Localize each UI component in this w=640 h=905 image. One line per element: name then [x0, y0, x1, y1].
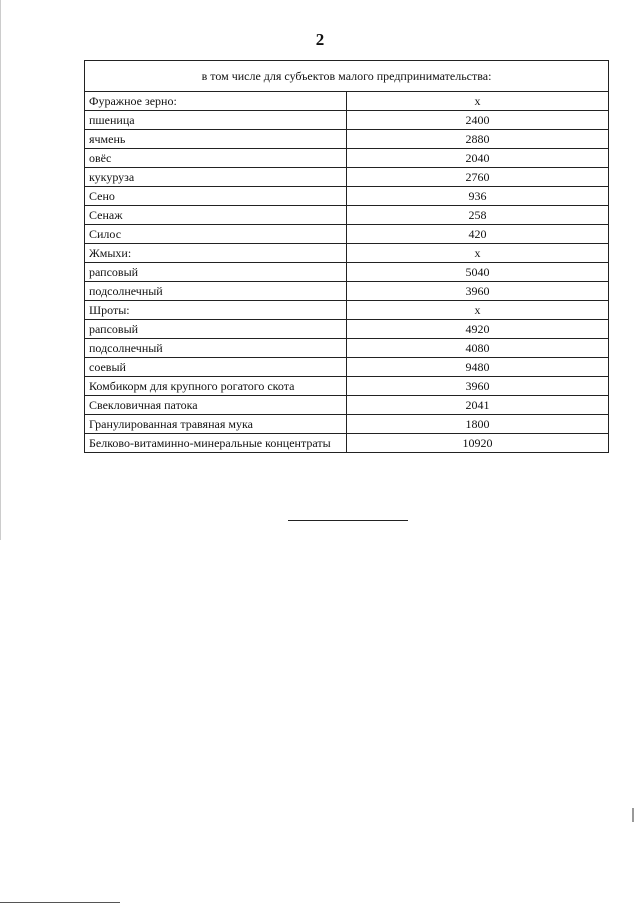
- row-name: рапсовый: [85, 263, 347, 282]
- row-name: Шроты:: [85, 301, 347, 320]
- row-name: Сенаж: [85, 206, 347, 225]
- row-name: рапсовый: [85, 320, 347, 339]
- table-row: [85, 358, 609, 377]
- row-value: 258: [347, 206, 609, 225]
- table-row: [85, 282, 609, 301]
- row-name: Белково-витаминно-минеральные концентраты: [85, 434, 347, 453]
- table-row: [85, 187, 609, 206]
- row-value: 10920: [347, 434, 609, 453]
- row-name: Силос: [85, 225, 347, 244]
- row-name: ячмень: [85, 130, 347, 149]
- table-row: [85, 415, 609, 434]
- row-value: х: [347, 92, 609, 111]
- row-value: 2760: [347, 168, 609, 187]
- table-row: [85, 225, 609, 244]
- table-header: в том числе для субъектов малого предпринимательства:: [85, 61, 609, 92]
- price-table: [84, 60, 609, 453]
- scan-edge-mark: [0, 0, 1, 540]
- row-name: подсолнечный: [85, 282, 347, 301]
- row-name: кукуруза: [85, 168, 347, 187]
- table-row: [85, 111, 609, 130]
- table-row: [85, 168, 609, 187]
- row-value: х: [347, 244, 609, 263]
- row-value: 2040: [347, 149, 609, 168]
- row-name: пшеница: [85, 111, 347, 130]
- row-value: 4080: [347, 339, 609, 358]
- row-value: х: [347, 301, 609, 320]
- row-value: 4920: [347, 320, 609, 339]
- row-name: Гранулированная травяная мука: [85, 415, 347, 434]
- row-name: Фуражное зерно:: [85, 92, 347, 111]
- table-row: [85, 149, 609, 168]
- table-row: [85, 434, 609, 453]
- closing-rule: [288, 520, 408, 521]
- scan-bottom-mark: [0, 902, 120, 903]
- row-value: 3960: [347, 377, 609, 396]
- table-row: [85, 301, 609, 320]
- row-name: Жмыхи:: [85, 244, 347, 263]
- table-row: [85, 377, 609, 396]
- row-name: Комбикорм для крупного рогатого скота: [85, 377, 347, 396]
- row-name: Свекловичная патока: [85, 396, 347, 415]
- row-name: подсолнечный: [85, 339, 347, 358]
- row-value: 2041: [347, 396, 609, 415]
- row-value: 1800: [347, 415, 609, 434]
- row-value: 420: [347, 225, 609, 244]
- page-number: 2: [315, 30, 325, 49]
- table-row: [85, 320, 609, 339]
- row-value: 936: [347, 187, 609, 206]
- table-row: [85, 263, 609, 282]
- row-name: Сено: [85, 187, 347, 206]
- table-row: [85, 130, 609, 149]
- table-header-row: [85, 61, 609, 92]
- row-value: 9480: [347, 358, 609, 377]
- row-name: овёс: [85, 149, 347, 168]
- row-value: 3960: [347, 282, 609, 301]
- row-value: 2400: [347, 111, 609, 130]
- table-row: [85, 339, 609, 358]
- table-row: [85, 92, 609, 111]
- price-table-body: [85, 61, 609, 453]
- row-value: 2880: [347, 130, 609, 149]
- row-name: соевый: [85, 358, 347, 377]
- table-row: [85, 396, 609, 415]
- row-value: 5040: [347, 263, 609, 282]
- scan-right-mark: [632, 808, 634, 822]
- table-row: [85, 206, 609, 225]
- table-row: [85, 244, 609, 263]
